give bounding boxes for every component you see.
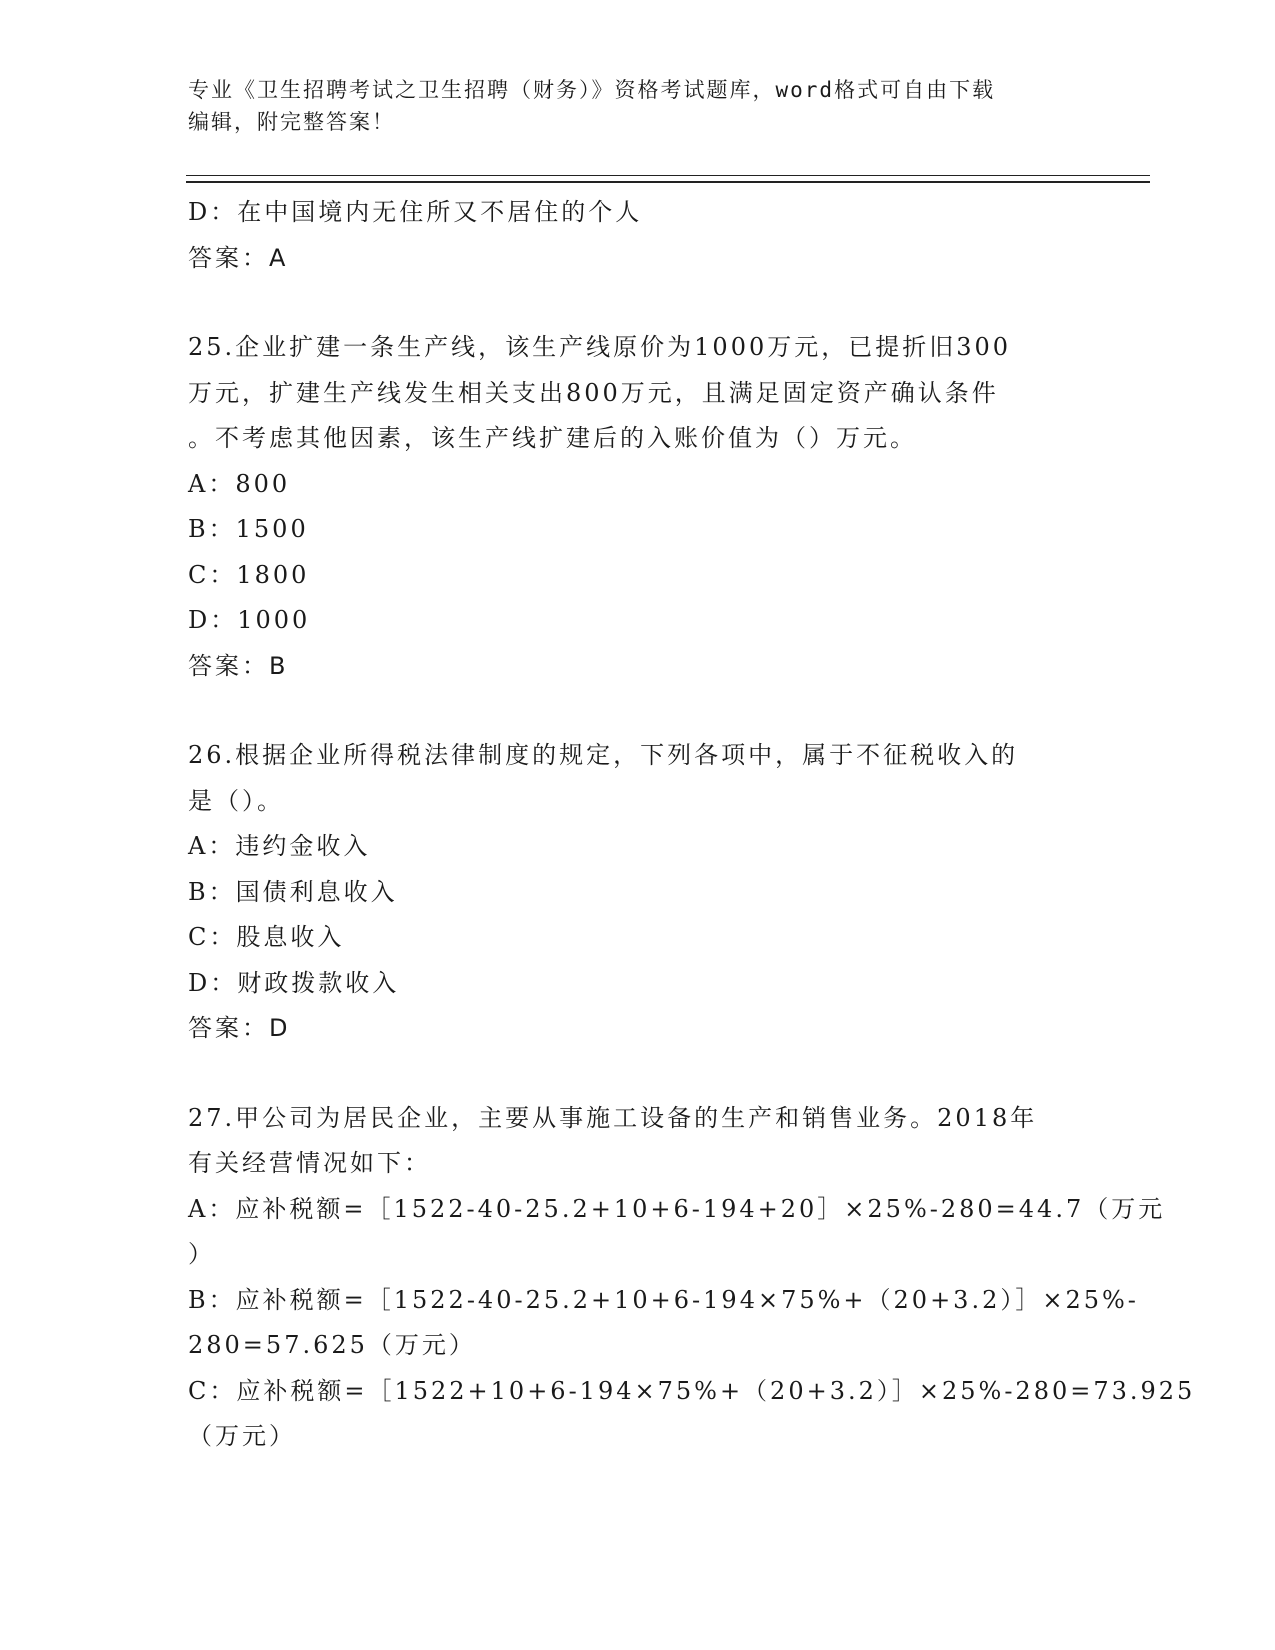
header-divider-thin <box>186 175 1150 176</box>
q25-answer: 答案：B <box>188 651 289 680</box>
q25-option-a: A：800 <box>188 469 291 498</box>
document-header <box>188 74 1088 138</box>
q26-option-d: D：财政拨款收入 <box>188 968 400 997</box>
q26-stem-line-2: 是（）。 <box>188 786 284 815</box>
q27-option-b-line-1: B：应补税额=［1522-40-25.2+10+6-194×75%+（20+3.2）］×25%- <box>188 1285 1139 1314</box>
q25-stem-line-3: 。不考虑其他因素，该生产线扩建后的入账价值为（）万元。 <box>188 424 917 452</box>
q26-option-c: C：股息收入 <box>188 923 345 951</box>
q25-option-d: D：1000 <box>188 606 311 634</box>
header-divider-thick <box>186 181 1150 183</box>
q27-option-a-line-2: ） <box>188 1240 215 1268</box>
q26-option-a: A：违约金收入 <box>188 832 371 860</box>
q27-option-b-line-2: 280=57.625（万元） <box>188 1331 476 1359</box>
q27-option-a-line-1: A：应补税额=［1522-40-25.2+10+6-194+20］×25%-280=44.7（万元 <box>188 1194 1166 1223</box>
q24-answer: 答案：A <box>188 243 289 272</box>
document-body <box>188 190 1196 1460</box>
spacer <box>188 1052 1088 1096</box>
q25-stem-line-2: 万元，扩建生产线发生相关支出800万元，且满足固定资产确认条件 <box>188 378 999 407</box>
q25-option-c: C：1800 <box>188 560 310 589</box>
header-line-2: 编辑，附完整答案！ <box>188 110 395 134</box>
spacer <box>188 689 1088 733</box>
q27-option-c-line-2: （万元） <box>188 1422 296 1450</box>
spacer <box>188 281 1088 325</box>
q24-option-d: D：在中国境内无住所又不居住的个人 <box>188 198 643 226</box>
q27-stem-line-1: 27.甲公司为居民企业，主要从事施工设备的生产和销售业务。2018年 <box>188 1103 1038 1132</box>
q25-option-b: B：1500 <box>188 515 309 543</box>
header-line-1: 专业《卫生招聘考试之卫生招聘（财务）》资格考试题库，word格式可自由下载 <box>188 78 996 102</box>
q27-stem-line-2: 有关经营情况如下： <box>188 1149 431 1177</box>
q26-option-b: B：国债利息收入 <box>188 877 398 906</box>
q25-stem-line-1: 25.企业扩建一条生产线，该生产线原价为1000万元，已提折旧300 <box>188 333 1012 361</box>
q26-answer: 答案：D <box>188 1014 291 1042</box>
q26-stem-line-1: 26.根据企业所得税法律制度的规定，下列各项中，属于不征税收入的 <box>188 741 1019 769</box>
q27-option-c-line-1: C：应补税额=［1522+10+6-194×75%+（20+3.2）］×25%-280=73.925 <box>188 1376 1196 1405</box>
